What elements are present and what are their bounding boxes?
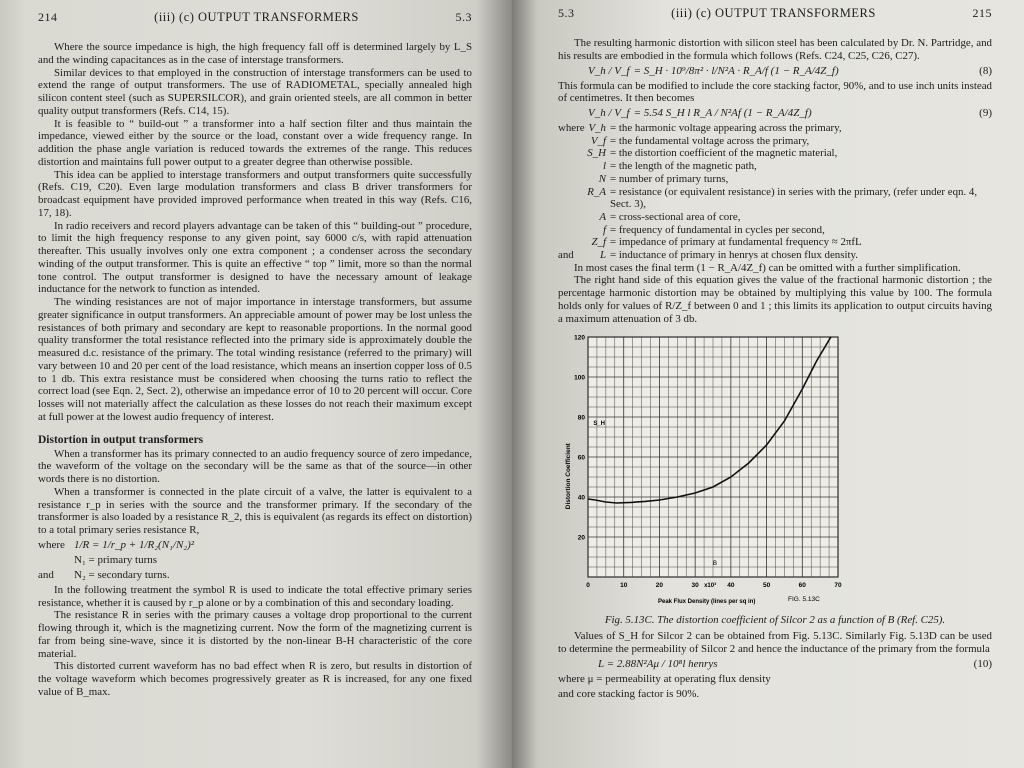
equation-number: (9)	[979, 107, 992, 119]
y-tick-label: 40	[577, 494, 585, 502]
section-number: 5.3	[558, 6, 575, 20]
definition-stacking	[558, 688, 992, 701]
paragraph: The winding resistances are not of major importance in interstage transformers, but assume greater significance in output transformers. An appreciable amount of power may be lost unless the resistances of both primary and secondary are kept to reasonable proportions. In the normal good quality transformer the total resistance reflected into the primary side is approximately double the measured d.c. resistance of the primary. The total winding resistance (referred to the primary) will vary between 10 and 20 per cent of the load resistance, which means an insertion copper loss of 0.5 to 1 db. This extra resistance must be considered when choosing the turns ratio to reflect the correct load (see Eqn. 2, Sect. 2), otherwise an impedance error of 10 to 20 percent will occur. Core losses will not materially affect the calculation as these losses do not reach their maximum except at full power at the lowest audio frequency of interest.	[38, 296, 472, 423]
definition-text: = inductance of primary in henrys at chosen flux density.	[610, 249, 858, 262]
equation-number: (10)	[973, 657, 992, 670]
definition-text: = frequency of fundamental in cycles per second,	[610, 223, 825, 236]
paragraph: It is feasible to “ build-out ” a transformer into a half section filter and thus maintain the impedance, viewed either by the source or the load, constant over a wide frequency range. In addition the phase angle variation is reduced towards the extremes of the range. This reduces distortion and maintains full power output to a greater degree than otherwise possible.	[38, 117, 472, 168]
x-tick-label: 20	[655, 582, 664, 590]
equation-number: (8)	[979, 64, 992, 77]
paragraph: The right hand side of this equation gives the value of the fractional harmonic distortion ; the percentage harmonic distortion may be obtained by multiplying this value by 100. The formula holds only for values of R/Z_f between 0 and 1 ; this limits its application to output circuits having a maximum attenuation of 3 db.	[558, 274, 992, 325]
y-tick-label: 80	[577, 414, 585, 422]
definition-lead: where	[558, 122, 585, 134]
definition-lead	[558, 211, 584, 224]
paragraph: In the following treatment the symbol R is used to indicate the total effective primary series resistance, whether it is caused by r_p alone or by a combination of this and secondary loading.	[38, 583, 472, 609]
running-head-title: (iii) (c) OUTPUT TRANSFORMERS	[154, 10, 359, 24]
section-heading: Distortion in output transformers	[38, 433, 204, 446]
definition-row	[558, 211, 992, 224]
definition-text: = resistance (or equivalent resistance) in series with the primary, (refer under eqn. 4, Sect. 3),	[610, 185, 978, 211]
paragraph: The resulting harmonic distortion with silicon steel has been calculated by Dr. N. Partridge, and his results are embodied in the formula which follows (Refs. C24, C25, C26, C27).	[558, 37, 992, 62]
definition-lead	[558, 173, 584, 186]
paragraph: When a transformer has its primary connected to an audio frequency source of zero impedance, the waveform of the voltage on the secondary will be the same as that of the source—in other words there is no distortion.	[38, 447, 472, 485]
distortion-chart	[558, 333, 858, 609]
equation-9	[558, 107, 992, 120]
definition-N1	[38, 554, 472, 567]
x-tick-label: 60	[798, 582, 806, 590]
equation-R	[38, 539, 472, 552]
figure-caption: Fig. 5.13C. The distortion coefficient of Silcor 2 as a function of B (Ref. C25).	[604, 614, 946, 627]
equation-rhs: = S_H · 10⁹/8π² · l/N²A · R_A/f (1 − R_A/4Z_f)	[633, 64, 839, 77]
definition-text: = impedance of primary at fundamental frequency ≈ 2πfL	[610, 236, 862, 249]
definition-symbol: V_h	[588, 122, 606, 134]
y-tick-label: 100	[574, 374, 585, 382]
paragraph: When a transformer is connected in the plate circuit of a valve, the latter is equivalent to a resistance r_p in series with the source and the transformer primary. If the secondary of the transformer is also loaded by a resistance R_2, this is equivalent (as regards its effect on distortion) to a total primary series resistance R,	[38, 485, 472, 536]
definition-row	[558, 135, 992, 148]
running-head-title: (iii) (c) OUTPUT TRANSFORMERS	[671, 6, 876, 20]
x-tick-label: 50	[762, 582, 771, 590]
paragraph: In radio receivers and record players advantage can be taken of this “ building-out ” procedure, to limit the high frequency response to any given point, say 6000 c/s, with rapid attenuation thereafter. This usually involves only one extra component ; a condenser across the secondary winding of the output transformer. This is quite an effective “ top ” limit, more so than the normal tone control. The output transformer is designed to have the necessary amount of leakage inductance for the network to function as intended.	[38, 219, 472, 296]
where-label: where	[38, 538, 65, 551]
definition-text: N₂ = secondary turns.	[74, 568, 170, 581]
definition-N2	[38, 569, 472, 582]
definition-mu	[558, 673, 992, 686]
x-tick-label: 70	[834, 582, 842, 590]
definition-lead	[558, 135, 584, 148]
equation-10	[558, 658, 992, 671]
y-axis-label: Distortion Coefficient	[565, 443, 572, 510]
x-axis-label: Peak Flux Density (lines per sq in)	[658, 599, 756, 606]
definition-text: N₁ = primary turns	[74, 553, 158, 566]
section-number: 5.3	[455, 10, 472, 24]
paragraph: This distorted current waveform has no bad effect when R is zero, but results in distortion of the voltage waveform which becomes progressively greater as R is increased, for any one fixed value of B_max.	[38, 660, 472, 698]
equation-8	[558, 65, 992, 78]
definition-lead	[558, 236, 584, 249]
definition-symbol: Z_f	[591, 236, 606, 249]
definition-lead	[558, 186, 584, 211]
equation-text: L = 2.88N²Aμ / 10⁸l henrys	[598, 657, 718, 670]
definition-text: where μ = permeability at operating flux density	[558, 672, 771, 685]
definition-text: = number of primary turns,	[610, 172, 729, 185]
equation-lhs: V_h / V_f	[588, 64, 630, 77]
definition-symbol: S_H	[587, 147, 606, 160]
definition-row	[558, 173, 992, 186]
x-tick-label: 0	[586, 582, 590, 590]
definition-row	[558, 160, 992, 173]
definition-text: = the length of the magnetic path,	[610, 160, 757, 173]
paragraph: Similar devices to that employed in the construction of interstage transformers can be used to extend the range of output transformers. The use of RADIOMETAL, specially annealed high silicon content steel (such as SUPERSILCOR), and grain oriented steels, are all common in better quality output transformers (Refs. C14, 15).	[38, 66, 472, 117]
definition-text: = the harmonic voltage appearing across the primary,	[610, 122, 842, 134]
paragraph: The resistance R in series with the primary causes a voltage drop proportional to the current flowing through it, which is the magnetizing current. Now the form of the magnetizing current is far from being sine-wave, since it is distorted by the non-linear B-H characteristic of the core material.	[38, 609, 472, 660]
definition-text: = the fundamental voltage across the primary,	[610, 134, 810, 147]
definition-text: = cross-sectional area of core,	[610, 210, 741, 223]
x-unit-label: x10³	[704, 583, 717, 590]
definition-symbol: L	[599, 249, 606, 262]
figure-5-13c	[558, 333, 992, 614]
paragraph: This idea can be applied to interstage transformers and output transformers quite successfully (Refs. C19, C20). Even large modulation transformers and class B driver transformers for broadcast equipment have provided improved performance when treated in this way (Refs. C16, 17, 18).	[38, 168, 472, 219]
x-symbol-label: B	[713, 561, 718, 568]
definition-row	[558, 236, 992, 249]
equation-rhs: = 5.54 S_H l R_A / N²Af (1 − R_A/4Z_f)	[633, 107, 812, 119]
definition-symbol: l	[602, 160, 606, 173]
definition-lead	[558, 224, 584, 237]
x-tick-label: 40	[727, 582, 735, 590]
paragraph: Where the source impedance is high, the high frequency fall off is determined largely by L_S and the winding capacitances as in the case of interstage transformers.	[38, 41, 472, 66]
paragraph: In most cases the final term (1 − R_A/4Z_f) can be omitted with a further simplification.	[574, 261, 961, 274]
definition-lead: and	[558, 249, 574, 262]
symbol-definitions	[558, 122, 992, 262]
definition-row	[558, 224, 992, 237]
definition-row	[558, 249, 992, 262]
definition-symbol: A	[599, 210, 606, 223]
definition-text: = the distortion coefficient of the magnetic material,	[610, 147, 838, 160]
definition-row	[558, 147, 992, 160]
x-tick-label: 10	[620, 582, 628, 590]
y-tick-label: 120	[574, 334, 585, 342]
equation-text: 1/R = 1/r_p + 1/R₂(N₁/N₂)²	[74, 538, 195, 551]
definition-symbol: f	[602, 223, 606, 236]
definition-row	[558, 186, 992, 211]
definition-symbol: N	[598, 172, 606, 185]
page-number: 214	[38, 10, 58, 24]
x-tick-label: 30	[691, 582, 699, 590]
figure-label: FIG. 5.13C	[788, 596, 820, 604]
definition-lead	[558, 147, 584, 160]
paragraph: Values of S_H for Silcor 2 can be obtained from Fig. 5.13C. Similarly Fig. 5.13D can be used to determine the permeability of Silcor 2 and hence the inductance of the primary from the formula	[558, 630, 992, 656]
and-label: and	[38, 568, 54, 581]
page-number: 215	[972, 6, 992, 20]
y-tick-label: 60	[577, 454, 585, 462]
definition-symbol: V_f	[590, 134, 606, 147]
definition-symbol: R_A	[587, 185, 606, 198]
equation-lhs: V_h / V_f	[588, 107, 630, 119]
definition-lead	[558, 160, 584, 173]
paragraph: This formula can be modified to include the core stacking factor, 90%, and to use inch units instead of centimetres. It then becomes	[558, 79, 992, 105]
series-label: S_H	[593, 421, 606, 428]
y-tick-label: 20	[577, 534, 585, 542]
definition-text: and core stacking factor is 90%.	[558, 687, 700, 700]
running-head	[558, 6, 992, 21]
definition-row	[558, 122, 992, 135]
right-page	[512, 0, 1024, 768]
running-head	[38, 10, 472, 25]
